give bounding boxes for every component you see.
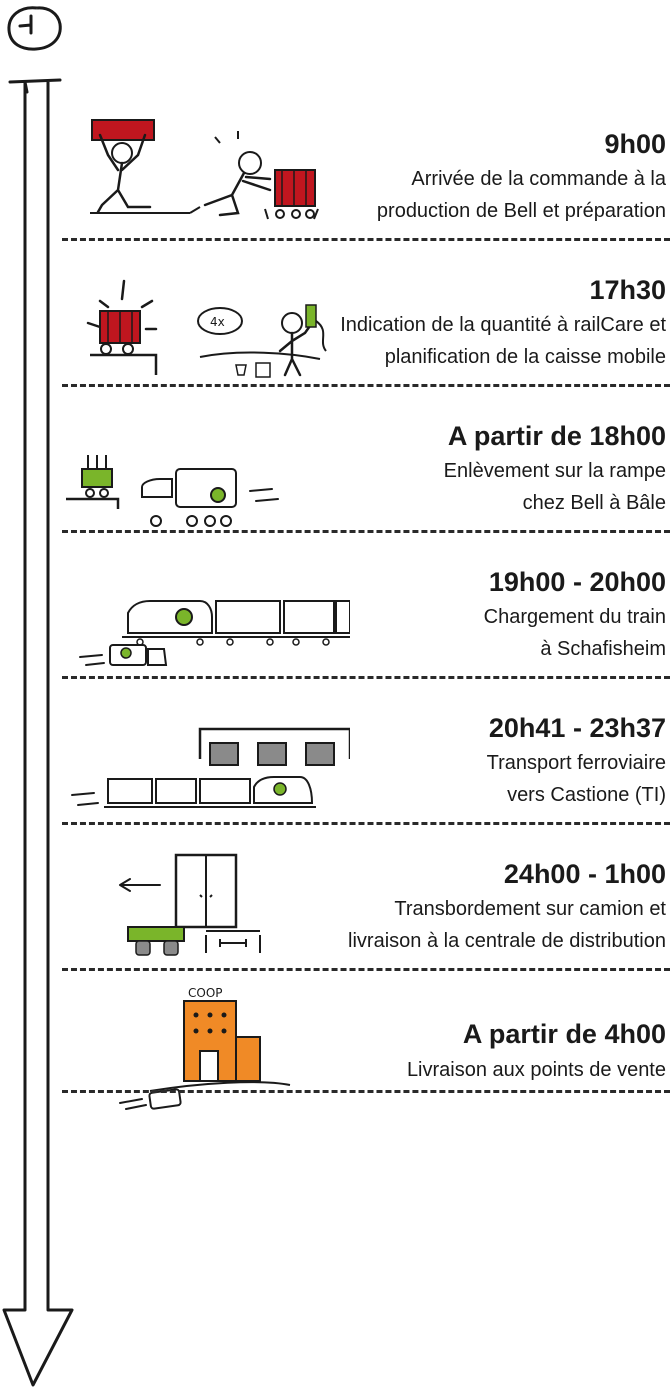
timeline-step-4 <box>60 533 670 679</box>
step-description-line-2: planification de la caisse mobile <box>384 346 666 368</box>
train-loading-sketch <box>60 533 350 673</box>
step-description-line-2: chez Bell à Bâle <box>522 492 666 514</box>
step-description-line-2: à Schafisheim <box>540 638 666 660</box>
step-separator <box>62 1090 670 1093</box>
quantity-bubble-text: 4x <box>210 315 225 329</box>
step-time: A partir de 4h00 <box>462 1019 666 1049</box>
step-time: A partir de 18h00 <box>447 421 666 451</box>
step-description-line-1: Arrivée de la commande à la <box>411 168 666 190</box>
timeline-step-3 <box>60 387 670 533</box>
step-description-line-2: livraison à la centrale de distribution <box>348 930 666 952</box>
store-sign-text: COOP <box>188 986 223 1000</box>
order-preparation-sketch <box>60 95 350 235</box>
step-description-line-1: Transbordement sur camion et <box>394 898 666 920</box>
step-description-line-1: Chargement du train <box>483 606 666 628</box>
clock-icon <box>0 0 70 60</box>
step-description-line-1: Enlèvement sur la rampe <box>443 460 666 482</box>
quantity-call-sketch <box>60 241 350 381</box>
timeline-step-5 <box>60 679 670 825</box>
truck-pickup-sketch <box>60 387 350 527</box>
step-description-line-1: Indication de la quantité à railCare et <box>340 314 666 336</box>
step-description-line-1: Transport ferroviaire <box>486 752 666 774</box>
timeline-step-6 <box>60 825 670 971</box>
timeline-step-7 <box>60 971 670 1093</box>
step-time: 17h30 <box>589 275 666 305</box>
step-time: 9h00 <box>604 129 666 159</box>
step-time: 24h00 - 1h00 <box>503 859 666 889</box>
step-time: 19h00 - 20h00 <box>488 567 666 597</box>
timeline-step-2 <box>60 241 670 387</box>
step-time: 20h41 - 23h37 <box>488 713 666 743</box>
rail-transport-sketch <box>60 679 350 819</box>
step-description-line-2: production de Bell et préparation <box>376 200 666 222</box>
step-description-line-2: vers Castione (TI) <box>507 784 666 806</box>
step-description-line-1: Livraison aux points de vente <box>406 1059 666 1081</box>
transshipment-sketch <box>60 825 350 965</box>
timeline-step-1 <box>60 95 670 241</box>
